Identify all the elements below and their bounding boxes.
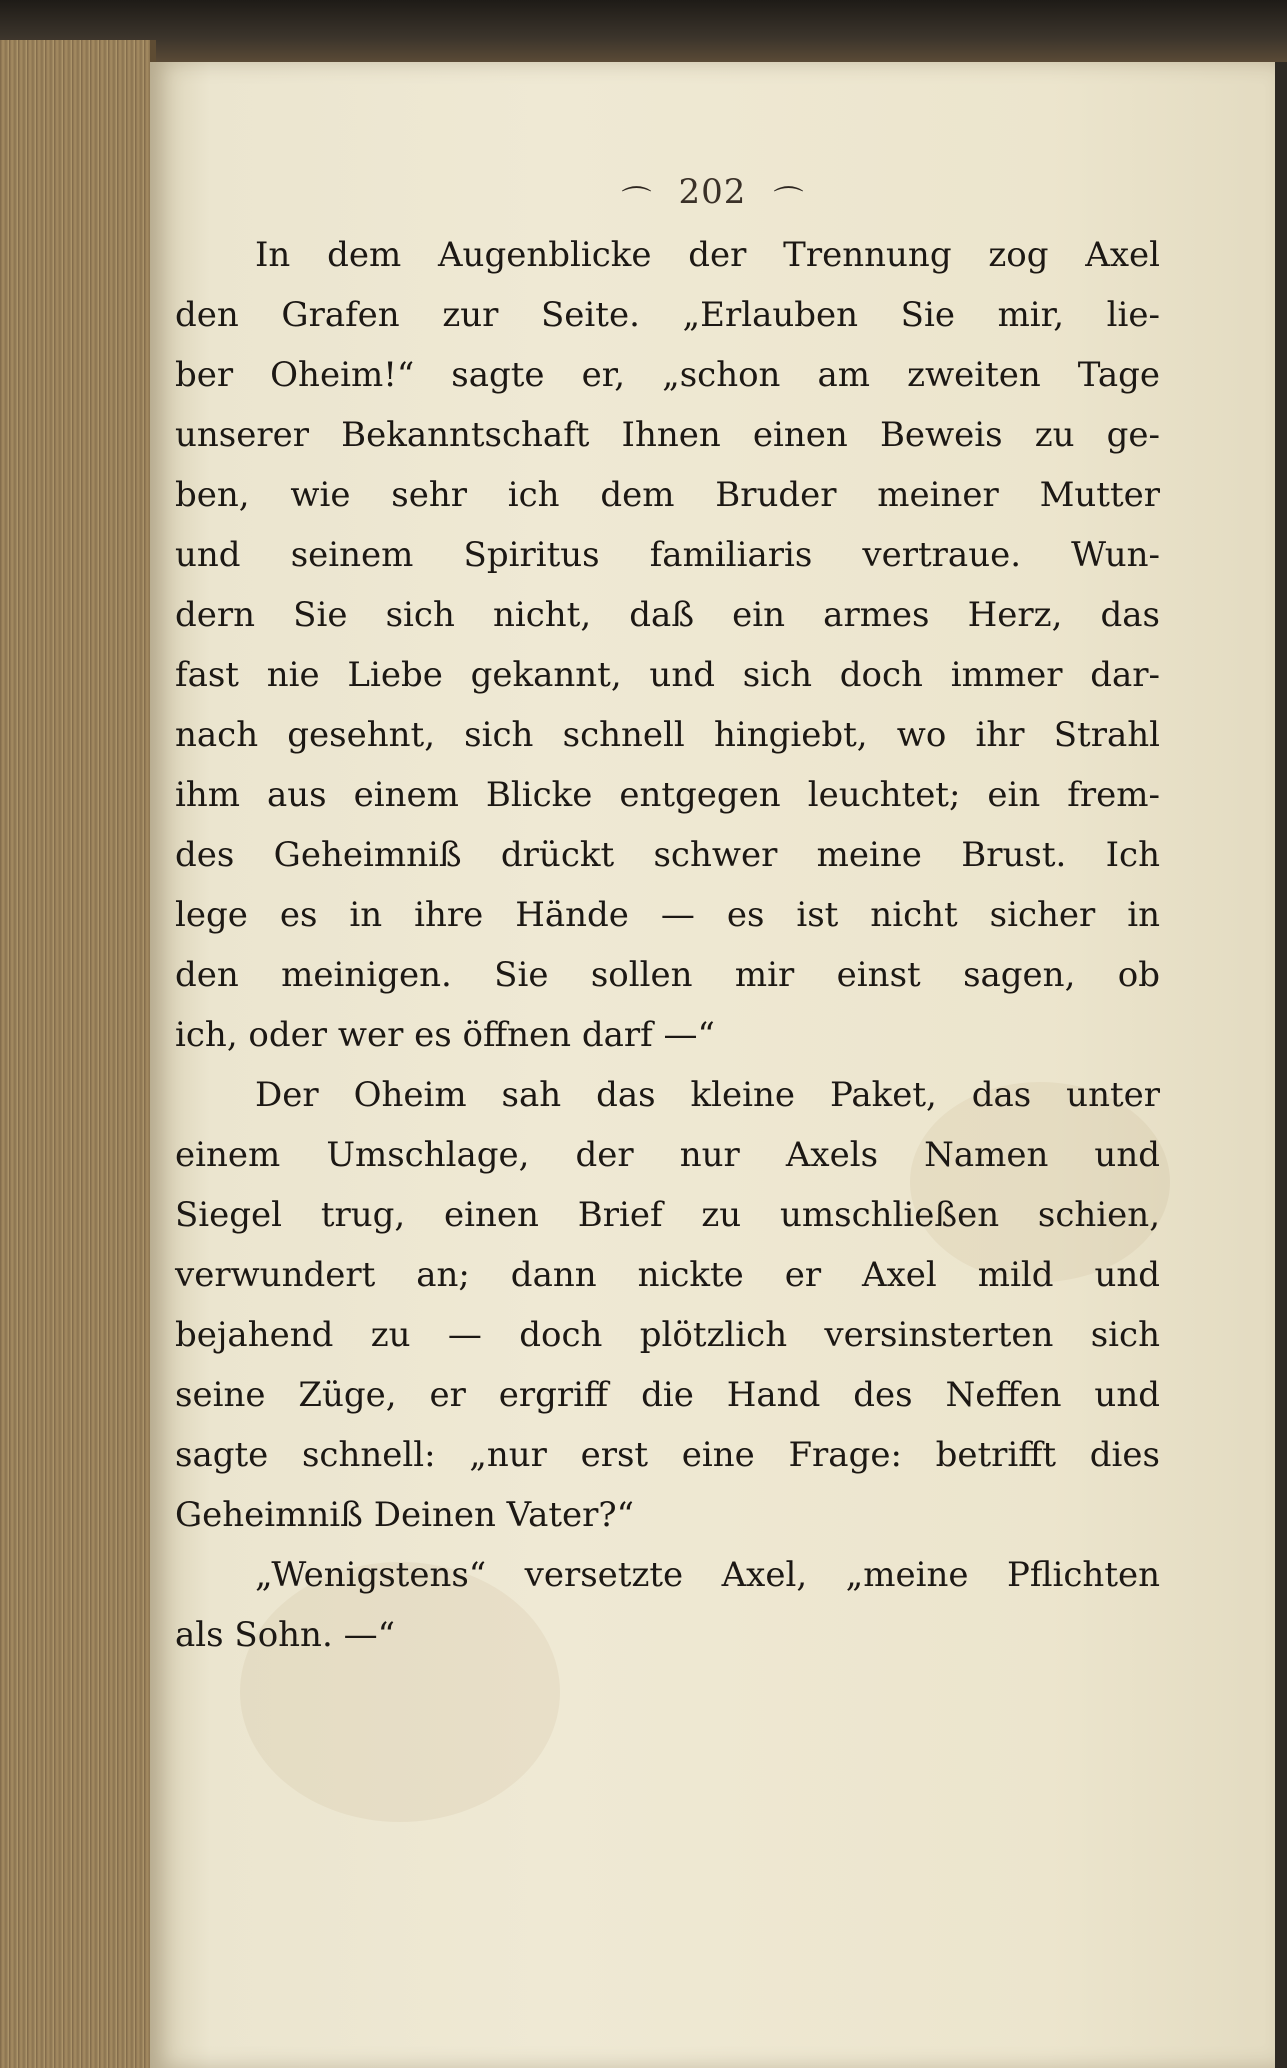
text-line: ben, wie sehr ich dem Bruder meiner Mutter: [175, 475, 1160, 515]
text-line: „Wenigstens“ versetzte Axel, „meine Pflichten: [255, 1555, 1160, 1595]
text-line: Siegel trug, einen Brief zu umschließen schien,: [175, 1195, 1160, 1235]
text-line: sagte schnell: „nur erst eine Frage: betrifft dies: [175, 1435, 1160, 1475]
text-line: lege es in ihre Hände — es ist nicht sicher in: [175, 895, 1160, 935]
flourish-left-icon: ⌒: [621, 184, 652, 220]
text-line: den meinigen. Sie sollen mir einst sagen, ob: [175, 955, 1160, 995]
page-header: [150, 172, 1275, 232]
text-line: seine Züge, er ergriff die Hand des Neffen und: [175, 1375, 1160, 1415]
text-line: des Geheimniß drückt schwer meine Brust. Ich: [175, 835, 1160, 875]
text-line: verwundert an; dann nickte er Axel mild und: [175, 1255, 1160, 1295]
text-line: In dem Augenblicke der Trennung zog Axel: [255, 235, 1160, 275]
text-line: unserer Bekanntschaft Ihnen einen Beweis zu ge-: [175, 415, 1160, 455]
body-text: [175, 225, 1160, 1825]
flourish-right-icon: ⌒: [773, 184, 804, 220]
text-line: Geheimniß Deinen Vater?“: [175, 1495, 635, 1535]
page-number: 202: [678, 172, 747, 212]
book-page-edges: [0, 40, 156, 2068]
text-line: nach gesehnt, sich schnell hingiebt, wo ihr Strahl: [175, 715, 1160, 755]
text-line: den Grafen zur Seite. „Erlauben Sie mir, lie-: [175, 295, 1160, 335]
text-line: ber Oheim!“ sagte er, „schon am zweiten Tage: [175, 355, 1160, 395]
text-line: als Sohn. —“: [175, 1615, 395, 1655]
text-line: und seinem Spiritus familiaris vertraue. Wun-: [175, 535, 1160, 575]
text-line: fast nie Liebe gekannt, und sich doch immer dar-: [175, 655, 1160, 695]
text-line: Der Oheim sah das kleine Paket, das unter: [255, 1075, 1160, 1115]
text-line: ihm aus einem Blicke entgegen leuchtet; ein frem-: [175, 775, 1160, 815]
scan-top-edge: [0, 0, 1287, 62]
text-line: dern Sie sich nicht, daß ein armes Herz, das: [175, 595, 1160, 635]
text-line: einem Umschlage, der nur Axels Namen und: [175, 1135, 1160, 1175]
text-line: bejahend zu — doch plötzlich versinsterten sich: [175, 1315, 1160, 1355]
text-line: ich, oder wer es öffnen darf —“: [175, 1015, 715, 1055]
